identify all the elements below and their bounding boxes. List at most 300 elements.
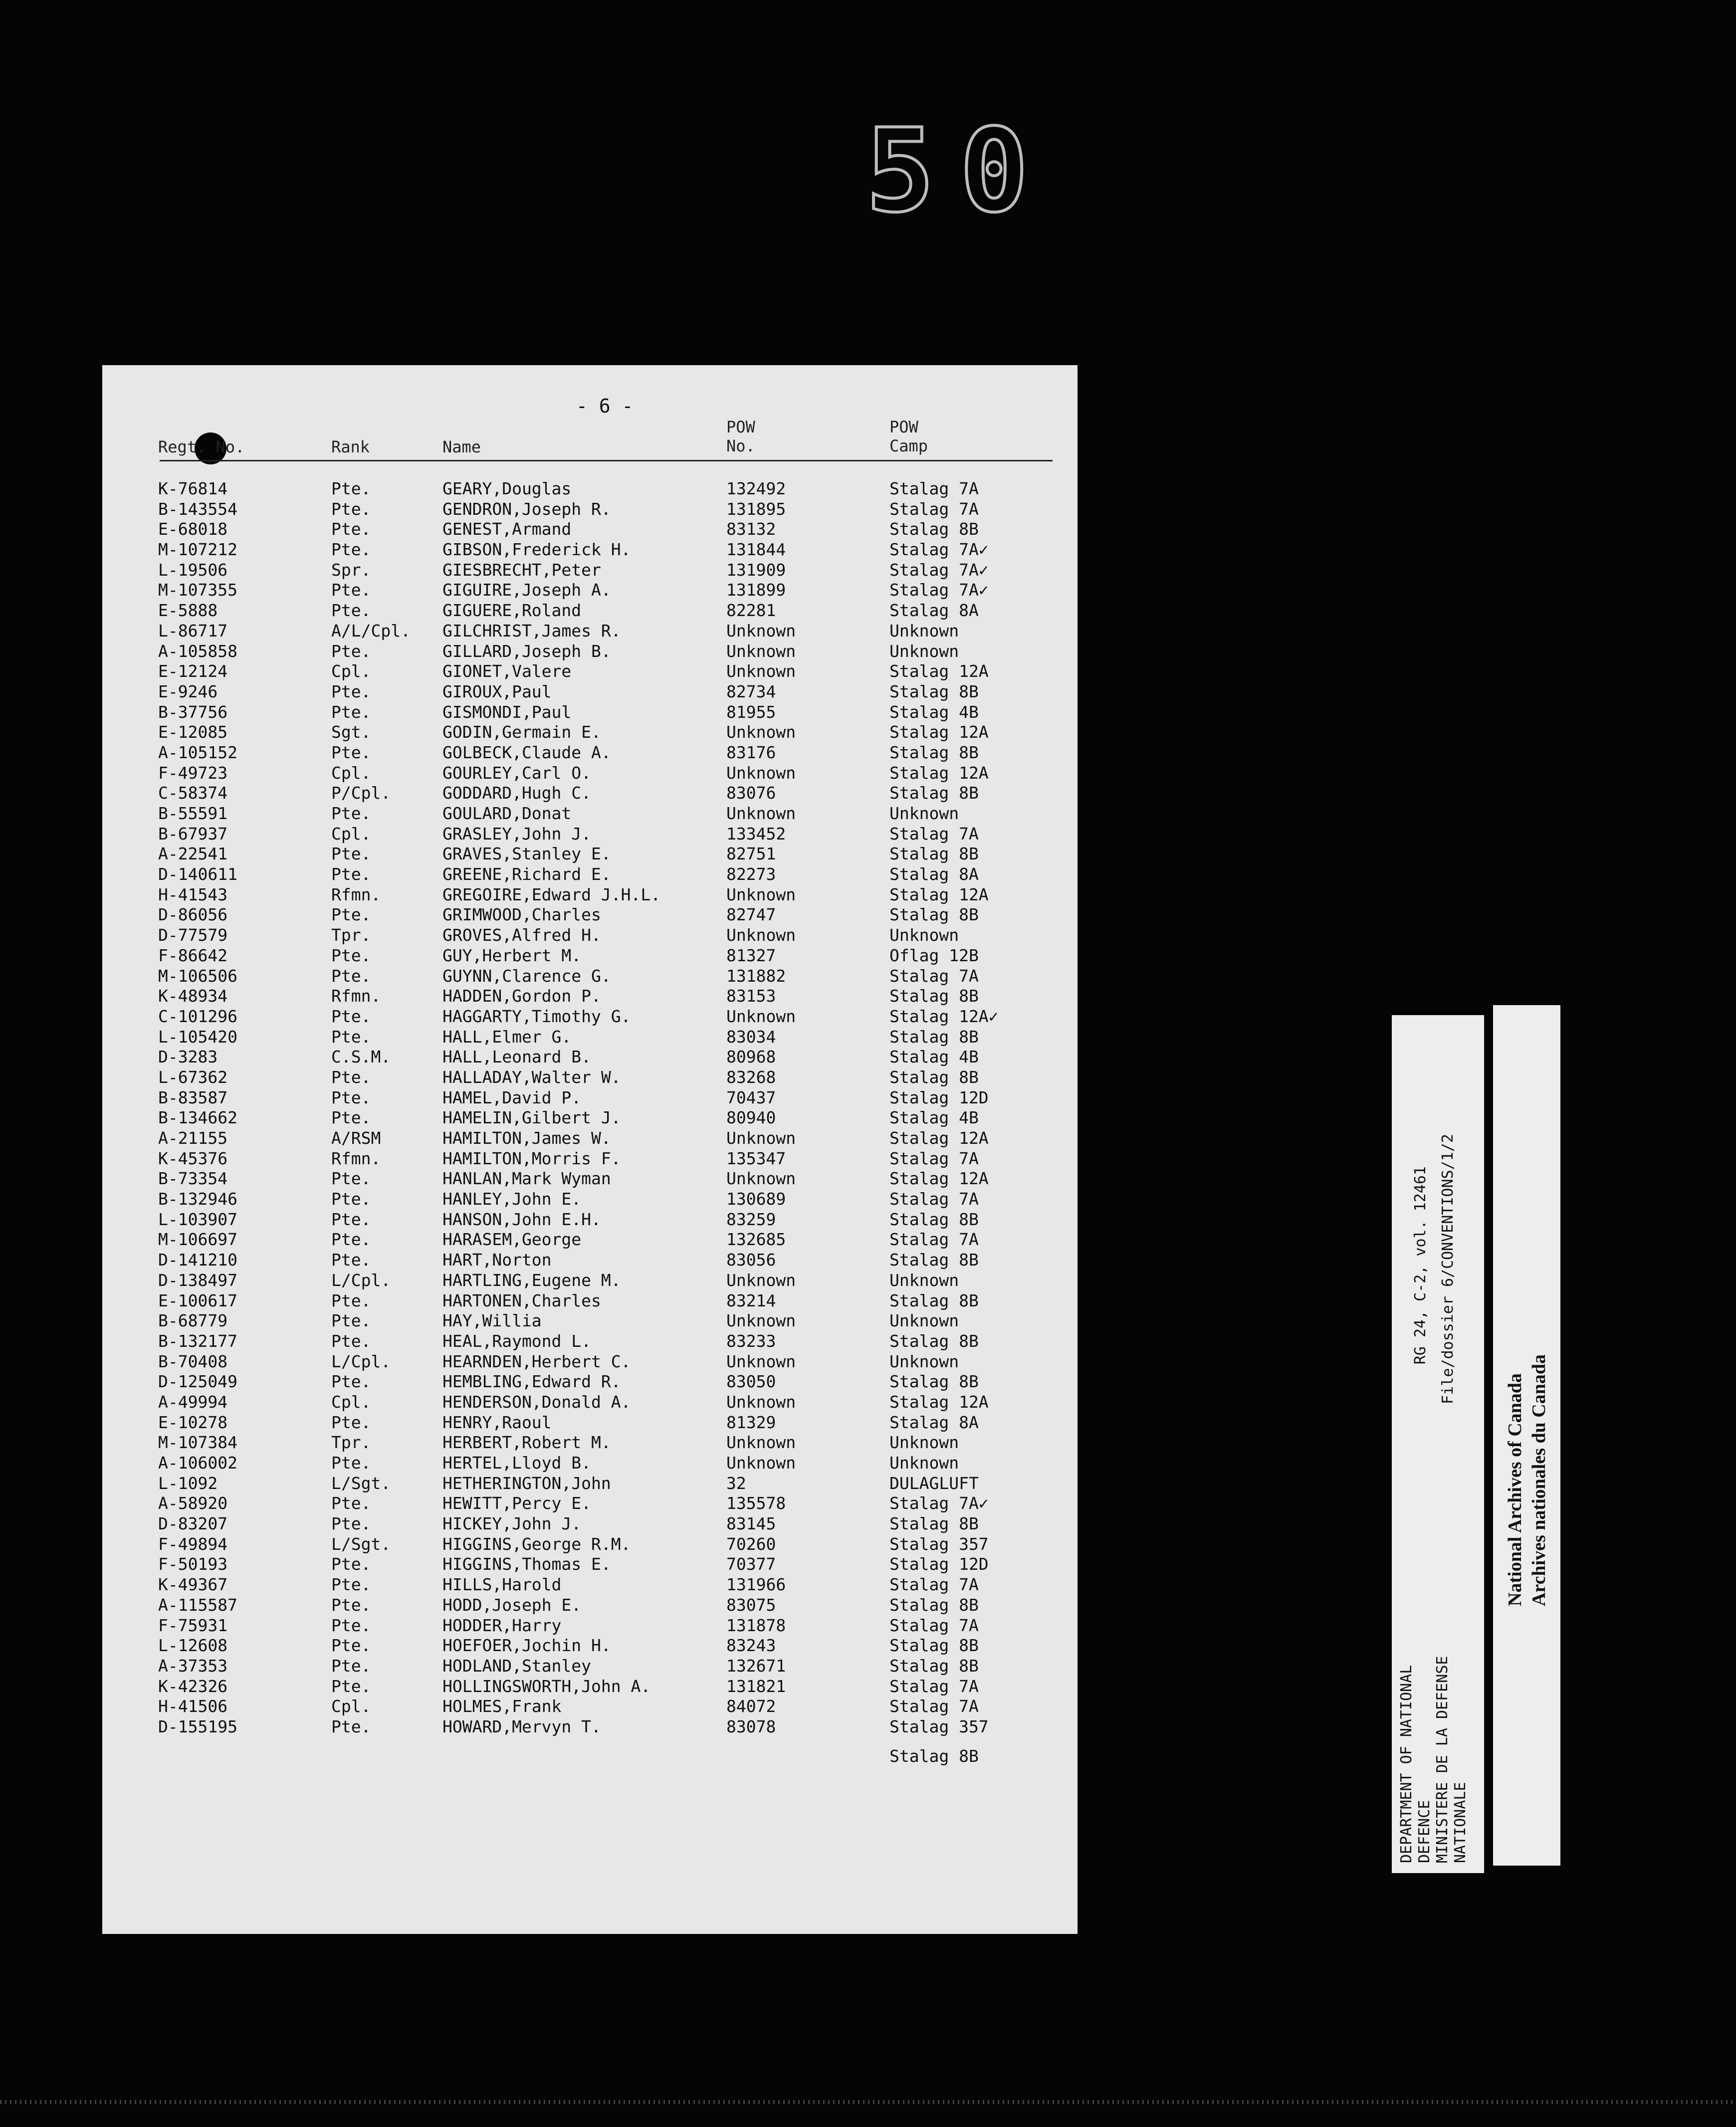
cell-pow-camp: Stalag 4B (889, 702, 979, 722)
cell-pow-no: 83050 (726, 1372, 776, 1392)
cell-rank: L/Cpl. (331, 1270, 391, 1290)
cell-pow-camp: Stalag 7A (889, 1615, 979, 1635)
cell-rank: Pte. (331, 1716, 371, 1736)
table-row (102, 885, 1078, 905)
cell-name: GRAVES,Stanley E. (442, 844, 611, 864)
cell-regt-no: L-67362 (158, 1067, 228, 1087)
cell-name: HANSON,John E.H. (442, 1209, 601, 1229)
table-row (102, 1331, 1078, 1352)
cell-pow-camp: Stalag 12A (889, 1169, 989, 1189)
cell-name: GODIN,Germain E. (442, 722, 601, 742)
cell-regt-no: E-5888 (158, 601, 218, 621)
cell-pow-camp: Stalag 8B (889, 1514, 979, 1534)
cell-regt-no: B-70408 (158, 1351, 228, 1371)
cell-pow-camp: Stalag 12A (889, 884, 989, 904)
cell-rank: Pte. (331, 1493, 371, 1513)
cell-rank: Pte. (331, 681, 371, 701)
cell-rank: Pte. (331, 641, 371, 661)
cell-name: GOURLEY,Carl O. (442, 763, 592, 783)
cell-rank: Pte. (331, 966, 371, 986)
cell-name: GILLARD,Joseph B. (442, 641, 611, 661)
table-row (102, 1088, 1078, 1108)
cell-regt-no: L-86717 (158, 621, 228, 640)
header-pow-no-line1: POW (726, 418, 755, 436)
table-row (102, 1392, 1078, 1413)
cell-rank: Pte. (331, 1087, 371, 1107)
cell-pow-no: 82747 (726, 905, 776, 925)
cell-regt-no: D-83207 (158, 1514, 228, 1534)
cell-pow-no: 131878 (726, 1615, 786, 1635)
table-row (102, 1717, 1078, 1737)
cell-pow-camp: Stalag 12A (889, 661, 989, 681)
table-row (102, 560, 1078, 581)
cell-pow-camp: Stalag 7A (889, 1148, 979, 1168)
table-row (102, 1616, 1078, 1636)
cell-rank: Pte. (331, 1412, 371, 1432)
cell-rank: Pte. (331, 804, 371, 823)
cell-rank: Rfmn. (331, 884, 381, 904)
header-pow-no (726, 418, 755, 455)
cell-rank: Pte. (331, 742, 371, 762)
cell-regt-no: L-19506 (158, 560, 228, 580)
cell-pow-camp: Stalag 7A✓ (889, 560, 989, 580)
cell-name: HIGGINS,George R.M. (442, 1534, 631, 1554)
cell-pow-camp: Stalag 7A (889, 1575, 979, 1595)
header-regt-no: Regt. No. (158, 437, 245, 456)
table-row (102, 1595, 1078, 1616)
dept-reference-line-2: File/dossier 6/CONVENTIONS/1/2 (1439, 1134, 1457, 1404)
cell-pow-no: 83034 (726, 1027, 776, 1047)
table-row (102, 1554, 1078, 1575)
cell-name: HAMEL,David P. (442, 1087, 582, 1107)
cell-name: HICKEY,John J. (442, 1514, 582, 1534)
header-pow-camp-line2: Camp (889, 436, 928, 455)
cell-pow-no: 135347 (726, 1148, 786, 1168)
cell-pow-no: Unknown (726, 804, 796, 823)
cell-pow-no: 84072 (726, 1697, 776, 1716)
table-row (102, 1413, 1078, 1433)
cell-rank: Pte. (331, 580, 371, 600)
cell-pow-no: 83075 (726, 1595, 776, 1615)
cell-name: GREENE,Richard E. (442, 864, 611, 884)
cell-pow-no: Unknown (726, 925, 796, 945)
cell-pow-camp: Stalag 8B (889, 783, 979, 803)
cell-regt-no: B-132946 (158, 1189, 237, 1209)
cell-regt-no: F-49723 (158, 763, 228, 783)
cell-rank: Pte. (331, 702, 371, 722)
cell-pow-camp: Stalag 7A (889, 479, 979, 498)
cell-pow-camp: Unknown (889, 1270, 959, 1290)
table-row (102, 722, 1078, 743)
table-row (102, 479, 1078, 499)
cell-pow-camp: Stalag 7A (889, 1697, 979, 1716)
table-row (102, 1271, 1078, 1291)
cell-name: GRASLEY,John J. (442, 824, 592, 844)
cell-name: HAGGARTY,Timothy G. (442, 1006, 631, 1026)
cell-rank: Pte. (331, 601, 371, 621)
cell-pow-camp: Stalag 12D (889, 1554, 989, 1574)
header-pow-camp (889, 418, 928, 455)
cell-name: HOLLINGSWORTH,John A. (442, 1676, 651, 1696)
cell-pow-no: Unknown (726, 722, 796, 742)
table-row (102, 580, 1078, 601)
cell-name: GISMONDI,Paul (442, 702, 572, 722)
table-row (102, 1230, 1078, 1250)
cell-regt-no: E-100617 (158, 1290, 237, 1310)
cell-rank: Pte. (331, 1615, 371, 1635)
cell-rank: Tpr. (331, 1433, 371, 1453)
cell-rank: P/Cpl. (331, 783, 391, 803)
cell-pow-no: Unknown (726, 641, 796, 661)
prisoner-list (102, 479, 1078, 1737)
cell-regt-no: F-75931 (158, 1615, 228, 1635)
cell-name: GENDRON,Joseph R. (442, 499, 611, 519)
cell-pow-camp: Stalag 8B (889, 1290, 979, 1310)
cell-pow-camp: Stalag 7A✓ (889, 540, 989, 560)
cell-pow-camp: Stalag 7A (889, 966, 979, 986)
cell-name: HERBERT,Robert M. (442, 1433, 611, 1453)
archives-label-fr: Archives nationales du Canada (1528, 1354, 1549, 1606)
cell-rank: Pte. (331, 864, 371, 884)
cell-name: HOEFOER,Jochin H. (442, 1636, 611, 1656)
cell-rank: Pte. (331, 1108, 371, 1128)
cell-name: HAMILTON,James W. (442, 1128, 611, 1148)
cell-rank: Cpl. (331, 1697, 371, 1716)
dept-label-line-2: DEFENCE (1416, 1800, 1433, 1863)
table-row (102, 966, 1078, 987)
cell-regt-no: D-138497 (158, 1270, 237, 1290)
cell-pow-camp: Stalag 7A (889, 499, 979, 519)
cell-rank: Pte. (331, 1067, 371, 1087)
cell-rank: Pte. (331, 1372, 371, 1392)
cell-pow-camp: Stalag 8B (889, 1209, 979, 1229)
cell-rank: Sgt. (331, 722, 371, 742)
cell-regt-no: F-49894 (158, 1534, 228, 1554)
cell-pow-no: 32 (726, 1473, 746, 1493)
table-row (102, 1047, 1078, 1067)
cell-rank: Pte. (331, 844, 371, 864)
cell-name: HANLAN,Mark Wyman (442, 1169, 611, 1189)
cell-regt-no: M-106697 (158, 1230, 237, 1250)
cell-pow-camp: Stalag 7A (889, 1189, 979, 1209)
cell-pow-no: 132685 (726, 1230, 786, 1250)
cell-name: GUY,Herbert M. (442, 945, 582, 965)
table-row (102, 1656, 1078, 1677)
cell-name: HARASEM,George (442, 1230, 582, 1250)
cell-regt-no: H-41543 (158, 884, 228, 904)
cell-pow-no: 83243 (726, 1636, 776, 1656)
cell-rank: Pte. (331, 1311, 371, 1331)
cell-pow-no: Unknown (726, 1169, 796, 1189)
header-name: Name (442, 437, 481, 456)
table-row (102, 661, 1078, 682)
cell-name: HODLAND,Stanley (442, 1656, 592, 1676)
cell-pow-no: 82273 (726, 864, 776, 884)
cell-pow-camp: Stalag 8B (889, 905, 979, 925)
header-pow-no-line2: No. (726, 436, 755, 455)
film-edge (0, 2100, 1736, 2104)
cell-regt-no: D-141210 (158, 1250, 237, 1270)
cell-pow-camp: Stalag 12A (889, 1128, 989, 1148)
cell-name: HENDERSON,Donald A. (442, 1392, 631, 1412)
table-row (102, 1210, 1078, 1230)
cell-name: HODDER,Harry (442, 1615, 562, 1635)
cell-name: GILCHRIST,James R. (442, 621, 621, 640)
cell-pow-camp: Stalag 8B (889, 742, 979, 762)
cell-rank: Pte. (331, 905, 371, 925)
cell-regt-no: K-48934 (158, 986, 228, 1006)
cell-name: HETHERINGTON,John (442, 1473, 611, 1493)
cell-regt-no: B-83587 (158, 1087, 228, 1107)
cell-rank: Pte. (331, 1554, 371, 1574)
cell-regt-no: D-86056 (158, 905, 228, 925)
cell-pow-no: 82281 (726, 601, 776, 621)
cell-regt-no: M-107355 (158, 580, 237, 600)
cell-regt-no: D-3283 (158, 1047, 218, 1067)
document-page (102, 365, 1078, 1934)
cell-name: GENEST,Armand (442, 519, 572, 539)
cell-pow-no: 133452 (726, 824, 786, 844)
cell-pow-camp: Stalag 357 (889, 1534, 989, 1554)
table-row (102, 1189, 1078, 1210)
cell-pow-no: Unknown (726, 661, 796, 681)
cell-pow-no: 80968 (726, 1047, 776, 1067)
cell-regt-no: L-103907 (158, 1209, 237, 1229)
cell-pow-no: 70437 (726, 1087, 776, 1107)
cell-name: HODD,Joseph E. (442, 1595, 582, 1615)
cell-rank: Cpl. (331, 1392, 371, 1412)
table-row (102, 1067, 1078, 1088)
table-row (102, 946, 1078, 966)
cell-rank: Pte. (331, 1290, 371, 1310)
cell-pow-no: 83233 (726, 1331, 776, 1351)
archives-label (1493, 1005, 1560, 1866)
cell-regt-no: E-12085 (158, 722, 228, 742)
cell-rank: Pte. (331, 1209, 371, 1229)
cell-pow-camp: Stalag 8B (889, 1372, 979, 1392)
cell-pow-camp: Unknown (889, 1453, 959, 1473)
cell-regt-no: E-9246 (158, 681, 218, 701)
cell-pow-no: Unknown (726, 1392, 796, 1412)
cell-pow-camp: Stalag 8B (889, 1027, 979, 1047)
cell-rank: Pte. (331, 1331, 371, 1351)
table-row (102, 1636, 1078, 1656)
cell-regt-no: M-106506 (158, 966, 237, 986)
cell-rank: L/Sgt. (331, 1473, 391, 1493)
dept-label-line-3: MINISTERE DE LA DEFENSE (1434, 1656, 1451, 1863)
table-row (102, 1453, 1078, 1474)
cell-rank: Cpl. (331, 763, 371, 783)
cell-regt-no: K-42326 (158, 1676, 228, 1696)
cell-pow-no: Unknown (726, 1128, 796, 1148)
table-row (102, 1534, 1078, 1555)
cell-name: HERTEL,Lloyd B. (442, 1453, 592, 1473)
cell-name: HALL,Elmer G. (442, 1027, 572, 1047)
cell-name: HARTLING,Eugene M. (442, 1270, 621, 1290)
table-row (102, 1474, 1078, 1494)
cell-regt-no: H-41506 (158, 1697, 228, 1716)
table-row (102, 986, 1078, 1007)
cell-pow-no: 131882 (726, 966, 786, 986)
cell-name: HART,Norton (442, 1250, 552, 1270)
cell-rank: Rfmn. (331, 1148, 381, 1168)
cell-regt-no: B-67937 (158, 824, 228, 844)
table-row (102, 864, 1078, 885)
table-row (102, 702, 1078, 723)
cell-rank: Pte. (331, 1676, 371, 1696)
cell-pow-camp: Stalag 8B (889, 681, 979, 701)
cell-rank: Pte. (331, 479, 371, 498)
table-row (102, 601, 1078, 621)
cell-pow-camp: Stalag 8B (889, 844, 979, 864)
cell-name: GROVES,Alfred H. (442, 925, 601, 945)
cell-rank: Pte. (331, 1027, 371, 1047)
cell-regt-no: A-21155 (158, 1128, 228, 1148)
cell-rank: Cpl. (331, 661, 371, 681)
cell-pow-no: 83078 (726, 1716, 776, 1736)
cell-pow-camp: Stalag 7A✓ (889, 580, 989, 600)
cell-pow-camp: Unknown (889, 1311, 959, 1331)
cell-pow-no: 130689 (726, 1189, 786, 1209)
cell-regt-no: A-37353 (158, 1656, 228, 1676)
cell-pow-camp: Stalag 8A (889, 864, 979, 884)
cell-regt-no: E-12124 (158, 661, 228, 681)
cell-rank: Rfmn. (331, 986, 381, 1006)
cell-regt-no: F-86642 (158, 945, 228, 965)
cell-pow-no: 131899 (726, 580, 786, 600)
cell-pow-camp: Stalag 7A (889, 1676, 979, 1696)
cell-name: GIGUERE,Roland (442, 601, 582, 621)
cell-pow-camp: Unknown (889, 1433, 959, 1453)
cell-regt-no: B-37756 (158, 702, 228, 722)
cell-regt-no: A-22541 (158, 844, 228, 864)
cell-rank: Pte. (331, 1636, 371, 1656)
cell-regt-no: D-140611 (158, 864, 237, 884)
cell-pow-no: 83145 (726, 1514, 776, 1534)
frame-number: 50 (866, 105, 1054, 238)
cell-pow-no: Unknown (726, 1311, 796, 1331)
table-row (102, 743, 1078, 763)
cell-pow-camp: Unknown (889, 925, 959, 945)
cell-rank: Cpl. (331, 824, 371, 844)
cell-regt-no: K-49367 (158, 1575, 228, 1595)
table-row (102, 1697, 1078, 1717)
cell-pow-no: 81329 (726, 1412, 776, 1432)
cell-pow-no: Unknown (726, 1453, 796, 1473)
cell-name: HAY,Willia (442, 1311, 542, 1331)
cell-name: HEARNDEN,Herbert C. (442, 1351, 631, 1371)
cell-rank: Pte. (331, 1514, 371, 1534)
table-row (102, 499, 1078, 520)
cell-rank: Tpr. (331, 925, 371, 945)
table-row (102, 905, 1078, 925)
cell-name: HALL,Leonard B. (442, 1047, 592, 1067)
table-row (102, 1493, 1078, 1514)
table-row (102, 540, 1078, 560)
table-row (102, 1027, 1078, 1048)
cell-pow-no: 80940 (726, 1108, 776, 1128)
cell-pow-camp: Stalag 12A (889, 1392, 989, 1412)
cell-pow-no: 83153 (726, 986, 776, 1006)
cell-regt-no: L-1092 (158, 1473, 218, 1493)
cell-regt-no: M-107212 (158, 540, 237, 560)
cell-pow-no: Unknown (726, 1006, 796, 1026)
cell-rank: Pte. (331, 1006, 371, 1026)
cell-regt-no: K-76814 (158, 479, 228, 498)
page-number: - 6 - (576, 395, 634, 417)
cell-pow-no: Unknown (726, 1433, 796, 1453)
cell-pow-camp: Stalag 8B (889, 1067, 979, 1087)
cell-pow-no: 131844 (726, 540, 786, 560)
archives-label-en: National Archives of Canada (1505, 1373, 1525, 1606)
cell-pow-no: Unknown (726, 884, 796, 904)
cell-regt-no: A-105152 (158, 742, 237, 762)
cell-rank: Pte. (331, 1575, 371, 1595)
cell-pow-camp: Stalag 357 (889, 1716, 989, 1736)
cell-name: HIGGINS,Thomas E. (442, 1554, 611, 1574)
cell-name: HEAL,Raymond L. (442, 1331, 592, 1351)
cell-pow-camp: Stalag 8B (889, 986, 979, 1006)
table-row (102, 621, 1078, 641)
cell-rank: L/Cpl. (331, 1351, 391, 1371)
cell-rank: Pte. (331, 945, 371, 965)
table-row (102, 1372, 1078, 1392)
cell-pow-camp: Unknown (889, 1351, 959, 1371)
table-row (102, 824, 1078, 845)
cell-pow-no: 135578 (726, 1493, 786, 1513)
cell-pow-no: 132671 (726, 1656, 786, 1676)
cell-pow-no: 83268 (726, 1067, 776, 1087)
table-row (102, 1433, 1078, 1453)
cell-regt-no: E-68018 (158, 519, 228, 539)
cell-pow-no: 81327 (726, 945, 776, 965)
cell-name: GEARY,Douglas (442, 479, 572, 498)
cell-pow-camp: Stalag 8A (889, 1412, 979, 1432)
cell-regt-no: B-143554 (158, 499, 237, 519)
table-row (102, 519, 1078, 540)
table-row (102, 1169, 1078, 1189)
cell-name: HANLEY,John E. (442, 1189, 582, 1209)
cell-name: GUYNN,Clarence G. (442, 966, 611, 986)
cell-pow-camp: Stalag 12A✓ (889, 1006, 999, 1026)
cell-rank: Pte. (331, 1169, 371, 1189)
table-row (102, 804, 1078, 824)
cell-pow-camp: DULAGLUFT (889, 1473, 979, 1493)
cell-rank: Pte. (331, 1189, 371, 1209)
cell-pow-camp: Stalag 7A✓ (889, 1493, 989, 1513)
cell-regt-no: K-45376 (158, 1148, 228, 1168)
cell-name: GOULARD,Donat (442, 804, 572, 823)
cell-pow-no: 131966 (726, 1575, 786, 1595)
table-row (102, 1514, 1078, 1534)
cell-name: GOLBECK,Claude A. (442, 742, 611, 762)
cell-pow-no: Unknown (726, 763, 796, 783)
cell-regt-no: D-77579 (158, 925, 228, 945)
cell-name: HAMELIN,Gilbert J. (442, 1108, 621, 1128)
cell-rank: Pte. (331, 1595, 371, 1615)
cell-pow-no: Unknown (726, 1270, 796, 1290)
cell-pow-no: 83132 (726, 519, 776, 539)
cell-regt-no: B-68779 (158, 1311, 228, 1331)
cell-rank: Pte. (331, 540, 371, 560)
cell-rank: A/RSM (331, 1128, 381, 1148)
cell-pow-camp: Unknown (889, 804, 959, 823)
cell-name: HADDEN,Gordon P. (442, 986, 601, 1006)
cell-pow-camp: Stalag 8B (889, 1595, 979, 1615)
cell-pow-camp: Unknown (889, 641, 959, 661)
header-rule (160, 460, 1053, 461)
cell-pow-no: 83214 (726, 1290, 776, 1310)
